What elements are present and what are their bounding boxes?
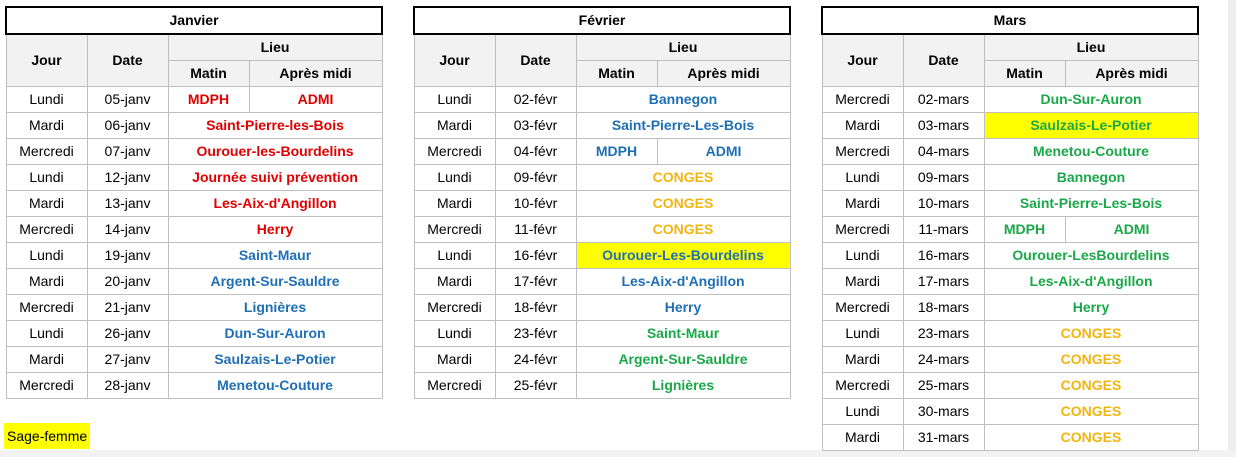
legend-sage-femme: Sage-femme xyxy=(4,423,90,449)
day-cell: Mardi xyxy=(822,347,903,373)
date-cell: 02-mars xyxy=(903,87,984,113)
day-cell: Lundi xyxy=(414,165,495,191)
month-table-mars xyxy=(821,6,1199,451)
schedule-row xyxy=(6,243,382,269)
schedule-row xyxy=(414,113,790,139)
day-cell: Mardi xyxy=(822,269,903,295)
location-cell: Argent-Sur-Sauldre xyxy=(576,347,790,373)
header-matin: Matin xyxy=(576,61,657,87)
header-jour: Jour xyxy=(822,34,903,87)
schedule-row xyxy=(822,321,1198,347)
header-matin: Matin xyxy=(984,61,1065,87)
location-cell: Herry xyxy=(576,295,790,321)
schedule-row xyxy=(822,113,1198,139)
header-apres-midi: Après midi xyxy=(1065,61,1198,87)
day-cell: Lundi xyxy=(822,243,903,269)
day-cell: Mardi xyxy=(822,425,903,451)
date-cell: 14-janv xyxy=(87,217,168,243)
date-cell: 04-févr xyxy=(495,139,576,165)
date-cell: 18-mars xyxy=(903,295,984,321)
date-cell: 04-mars xyxy=(903,139,984,165)
schedule-row xyxy=(6,295,382,321)
location-cell: Dun-Sur-Auron xyxy=(984,87,1198,113)
location-cell: Lignières xyxy=(168,295,382,321)
date-cell: 25-févr xyxy=(495,373,576,399)
date-cell: 16-mars xyxy=(903,243,984,269)
location-cell: Menetou-Couture xyxy=(984,139,1198,165)
location-cell: Les-Aix-d'Angillon xyxy=(984,269,1198,295)
day-cell: Lundi xyxy=(6,165,87,191)
day-cell: Mardi xyxy=(822,113,903,139)
location-cell: CONGES xyxy=(576,165,790,191)
location-cell: Lignières xyxy=(576,373,790,399)
schedule-row xyxy=(822,347,1198,373)
day-cell: Mardi xyxy=(6,113,87,139)
date-cell: 31-mars xyxy=(903,425,984,451)
date-cell: 07-janv xyxy=(87,139,168,165)
date-cell: 26-janv xyxy=(87,321,168,347)
location-cell: Les-Aix-d'Angillon xyxy=(168,191,382,217)
date-cell: 09-mars xyxy=(903,165,984,191)
header-lieu: Lieu xyxy=(984,34,1198,61)
header-lieu: Lieu xyxy=(168,34,382,61)
schedule-row xyxy=(414,139,790,165)
schedule-row xyxy=(822,295,1198,321)
date-cell: 28-janv xyxy=(87,373,168,399)
header-apres-midi: Après midi xyxy=(657,61,790,87)
location-cell: Saint-Pierre-les-Bois xyxy=(168,113,382,139)
date-cell: 02-févr xyxy=(495,87,576,113)
schedule-row xyxy=(822,87,1198,113)
schedule-row xyxy=(6,269,382,295)
day-cell: Lundi xyxy=(6,321,87,347)
date-cell: 13-janv xyxy=(87,191,168,217)
location-cell: Bannegon xyxy=(984,165,1198,191)
schedule-row xyxy=(414,87,790,113)
location-cell: Bannegon xyxy=(576,87,790,113)
day-cell: Mercredi xyxy=(414,373,495,399)
schedule-row xyxy=(6,113,382,139)
date-cell: 06-janv xyxy=(87,113,168,139)
date-cell: 10-mars xyxy=(903,191,984,217)
month-title: Janvier xyxy=(6,7,382,34)
date-cell: 16-févr xyxy=(495,243,576,269)
location-cell: Journée suivi prévention xyxy=(168,165,382,191)
schedule-row xyxy=(414,373,790,399)
date-cell: 17-mars xyxy=(903,269,984,295)
date-cell: 03-mars xyxy=(903,113,984,139)
location-cell: Dun-Sur-Auron xyxy=(168,321,382,347)
date-cell: 11-févr xyxy=(495,217,576,243)
location-cell: Herry xyxy=(984,295,1198,321)
schedule-row xyxy=(822,269,1198,295)
location-cell: Saint-Pierre-Les-Bois xyxy=(576,113,790,139)
day-cell: Mardi xyxy=(6,269,87,295)
date-cell: 24-mars xyxy=(903,347,984,373)
date-cell: 05-janv xyxy=(87,87,168,113)
afternoon-location-cell: ADMI xyxy=(657,139,790,165)
location-cell: Saint-Pierre-Les-Bois xyxy=(984,191,1198,217)
header-date: Date xyxy=(87,34,168,87)
day-cell: Mercredi xyxy=(822,139,903,165)
date-cell: 24-févr xyxy=(495,347,576,373)
day-cell: Mercredi xyxy=(6,373,87,399)
header-jour: Jour xyxy=(414,34,495,87)
afternoon-location-cell: ADMI xyxy=(249,87,382,113)
header-matin: Matin xyxy=(168,61,249,87)
schedule-row xyxy=(822,425,1198,451)
schedule-row xyxy=(6,347,382,373)
schedule-row xyxy=(414,295,790,321)
window-edge-strip xyxy=(1228,0,1236,457)
day-cell: Lundi xyxy=(414,321,495,347)
schedule-row xyxy=(414,347,790,373)
day-cell: Lundi xyxy=(414,243,495,269)
day-cell: Mercredi xyxy=(822,217,903,243)
day-cell: Mardi xyxy=(6,347,87,373)
date-cell: 03-févr xyxy=(495,113,576,139)
location-cell: Ourouer-Les-Bourdelins xyxy=(576,243,790,269)
schedule-row xyxy=(414,217,790,243)
month-table-fevrier xyxy=(413,6,791,399)
location-cell: CONGES xyxy=(984,347,1198,373)
location-cell: CONGES xyxy=(576,217,790,243)
date-cell: 10-févr xyxy=(495,191,576,217)
date-cell: 21-janv xyxy=(87,295,168,321)
day-cell: Mardi xyxy=(6,191,87,217)
schedule-row xyxy=(6,165,382,191)
day-cell: Lundi xyxy=(822,165,903,191)
location-cell: CONGES xyxy=(984,321,1198,347)
schedule-row xyxy=(414,321,790,347)
schedule-row xyxy=(6,321,382,347)
schedule-row xyxy=(822,399,1198,425)
month-title: Février xyxy=(414,7,790,34)
schedule-row xyxy=(6,139,382,165)
location-cell: Saulzais-Le-Potier xyxy=(168,347,382,373)
location-cell: CONGES xyxy=(984,373,1198,399)
schedule-row xyxy=(822,165,1198,191)
month-table-janvier xyxy=(5,6,383,399)
location-cell: Argent-Sur-Sauldre xyxy=(168,269,382,295)
schedule-row xyxy=(822,243,1198,269)
day-cell: Mardi xyxy=(414,347,495,373)
date-cell: 20-janv xyxy=(87,269,168,295)
morning-location-cell: MDPH xyxy=(168,87,249,113)
schedule-row xyxy=(414,191,790,217)
day-cell: Lundi xyxy=(6,87,87,113)
schedule-row xyxy=(6,373,382,399)
location-cell: CONGES xyxy=(984,425,1198,451)
month-title: Mars xyxy=(822,7,1198,34)
day-cell: Mardi xyxy=(414,269,495,295)
location-cell: Ourouer-LesBourdelins xyxy=(984,243,1198,269)
date-cell: 23-févr xyxy=(495,321,576,347)
day-cell: Mercredi xyxy=(414,139,495,165)
schedule-row xyxy=(414,165,790,191)
header-lieu: Lieu xyxy=(576,34,790,61)
date-cell: 30-mars xyxy=(903,399,984,425)
schedule-row xyxy=(414,243,790,269)
day-cell: Mercredi xyxy=(822,87,903,113)
header-apres-midi: Après midi xyxy=(249,61,382,87)
location-cell: Saint-Maur xyxy=(168,243,382,269)
day-cell: Lundi xyxy=(822,321,903,347)
location-cell: CONGES xyxy=(984,399,1198,425)
location-cell: CONGES xyxy=(576,191,790,217)
day-cell: Lundi xyxy=(822,399,903,425)
afternoon-location-cell: ADMI xyxy=(1065,217,1198,243)
location-cell: Ourouer-les-Bourdelins xyxy=(168,139,382,165)
location-cell: Les-Aix-d'Angillon xyxy=(576,269,790,295)
day-cell: Mardi xyxy=(822,191,903,217)
schedule-row xyxy=(6,217,382,243)
date-cell: 27-janv xyxy=(87,347,168,373)
schedule-row xyxy=(822,217,1198,243)
date-cell: 23-mars xyxy=(903,321,984,347)
header-date: Date xyxy=(495,34,576,87)
day-cell: Mercredi xyxy=(6,295,87,321)
sheet-bottom-strip xyxy=(0,450,1236,457)
day-cell: Mercredi xyxy=(822,373,903,399)
day-cell: Lundi xyxy=(6,243,87,269)
date-cell: 19-janv xyxy=(87,243,168,269)
header-jour: Jour xyxy=(6,34,87,87)
day-cell: Mercredi xyxy=(6,139,87,165)
day-cell: Mercredi xyxy=(822,295,903,321)
date-cell: 09-févr xyxy=(495,165,576,191)
date-cell: 17-févr xyxy=(495,269,576,295)
day-cell: Mardi xyxy=(414,113,495,139)
schedule-row xyxy=(6,87,382,113)
date-cell: 12-janv xyxy=(87,165,168,191)
schedule-row xyxy=(414,269,790,295)
schedule-row xyxy=(822,191,1198,217)
day-cell: Mercredi xyxy=(6,217,87,243)
header-date: Date xyxy=(903,34,984,87)
schedule-row xyxy=(822,139,1198,165)
morning-location-cell: MDPH xyxy=(576,139,657,165)
day-cell: Mardi xyxy=(414,191,495,217)
location-cell: Herry xyxy=(168,217,382,243)
date-cell: 25-mars xyxy=(903,373,984,399)
day-cell: Lundi xyxy=(414,87,495,113)
location-cell: Menetou-Couture xyxy=(168,373,382,399)
morning-location-cell: MDPH xyxy=(984,217,1065,243)
day-cell: Mercredi xyxy=(414,217,495,243)
location-cell: Saint-Maur xyxy=(576,321,790,347)
date-cell: 11-mars xyxy=(903,217,984,243)
day-cell: Mercredi xyxy=(414,295,495,321)
schedule-row xyxy=(6,191,382,217)
date-cell: 18-févr xyxy=(495,295,576,321)
location-cell: Saulzais-Le-Potier xyxy=(984,113,1198,139)
schedule-row xyxy=(822,373,1198,399)
